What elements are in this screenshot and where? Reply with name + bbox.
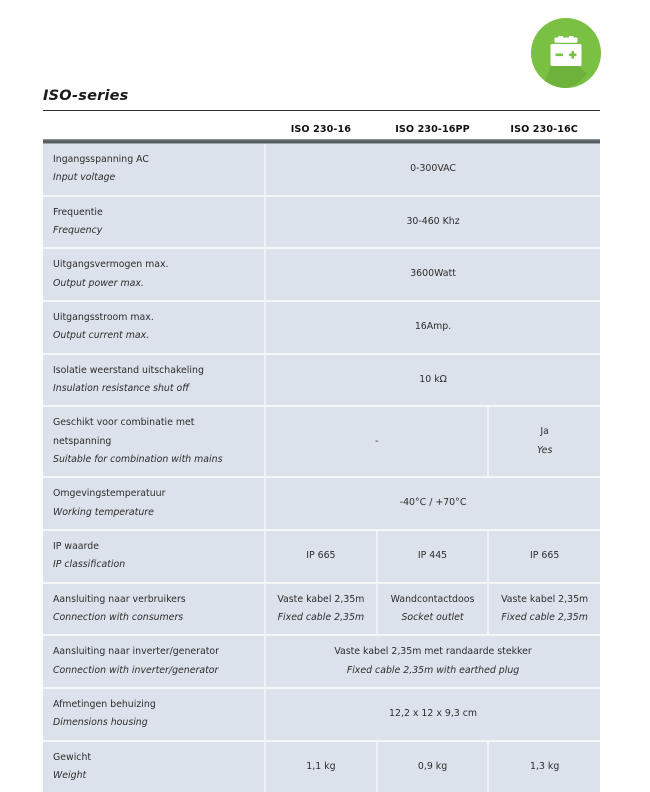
row-value-col-2	[377, 741, 489, 792]
table-row	[43, 688, 600, 741]
table-row	[43, 477, 600, 530]
column-header-iso-230-16c: ISO 230-16C	[488, 117, 600, 139]
row-value-merged	[265, 144, 600, 196]
row-label-nl: Ingangsspanning AC	[53, 154, 149, 165]
row-value-col-1	[265, 741, 377, 792]
row-value-merged	[265, 635, 600, 688]
table-row	[43, 354, 600, 407]
row-label-nl: Afmetingen behuizing	[53, 698, 156, 710]
table-row	[43, 583, 600, 636]
table-row	[43, 635, 600, 688]
row-label-en: Input voltage	[53, 172, 116, 184]
page-title: ISO-series	[43, 88, 129, 104]
row-label-nl: Isolatie weerstand uitschakeling	[53, 364, 204, 376]
row-label-en: IP classification	[53, 559, 126, 571]
table-row	[43, 530, 600, 583]
row-label-nl: Frequentie	[53, 206, 103, 218]
row-value-en: Yes	[536, 444, 553, 456]
row-value-col-3	[488, 530, 600, 583]
row-value-text: IP 665	[306, 550, 336, 562]
row-value-nl: Ja	[540, 426, 549, 438]
row-label	[43, 530, 265, 583]
car-battery-icon	[527, 14, 605, 92]
table-row	[43, 741, 600, 792]
row-label	[43, 583, 265, 636]
page-title-block	[43, 88, 600, 111]
row-label-en: Output current max.	[53, 330, 150, 342]
row-label	[43, 635, 265, 688]
row-value-text: IP 445	[417, 550, 448, 562]
row-label-en: Weight	[53, 769, 87, 781]
row-label	[43, 741, 265, 792]
table-row	[43, 248, 600, 301]
row-value-text: 3600Watt	[410, 268, 456, 280]
row-value-text: 12,2 x 12 x 9,3 cm	[389, 708, 478, 720]
column-header-iso-230-16: ISO 230-16	[265, 117, 377, 139]
row-label-nl: Geschikt voor combinatie met netspanning	[53, 417, 195, 447]
row-value-text: -40°C / +70°C	[399, 497, 467, 509]
row-value-col-1	[265, 583, 377, 636]
row-value-text: 16Amp.	[414, 321, 452, 333]
row-value-text: 1,3 kg	[530, 760, 560, 772]
row-label	[43, 354, 265, 407]
specification-table	[43, 117, 600, 792]
row-value-en: Fixed cable 2,35m with earthed plug	[346, 664, 520, 676]
row-value-col-2	[377, 530, 489, 583]
row-value-text: IP 665	[530, 550, 560, 562]
row-value-col-3	[488, 583, 600, 636]
table-header	[43, 117, 600, 144]
row-value-merged	[265, 301, 600, 354]
row-label-nl: Aansluiting naar verbruikers	[53, 593, 186, 605]
row-value-text: -	[375, 435, 379, 447]
row-value-col-1	[265, 530, 377, 583]
row-value-merged	[265, 196, 600, 249]
row-value-merged-two	[265, 406, 488, 477]
row-value-merged	[265, 477, 600, 530]
row-value-merged	[265, 248, 600, 301]
row-value-col-3	[488, 741, 600, 792]
row-label-en: Connection with inverter/generator	[53, 664, 219, 676]
row-label-nl: Gewicht	[53, 751, 92, 763]
row-label	[43, 144, 265, 196]
row-value-text: 10 kΩ	[419, 373, 447, 385]
row-value-col-2	[377, 583, 489, 636]
table-row	[43, 301, 600, 354]
row-label	[43, 406, 265, 477]
column-header-iso-230-16pp: ISO 230-16PP	[377, 117, 489, 139]
row-value-nl: Vaste kabel 2,35m	[277, 593, 365, 605]
row-value-en: Socket outlet	[401, 611, 464, 623]
row-label	[43, 688, 265, 741]
row-label-en: Working temperature	[53, 506, 154, 518]
row-label-nl: Aansluiting naar inverter/generator	[53, 646, 220, 658]
row-label-en: Output power max.	[53, 277, 144, 289]
row-label-en: Dimensions housing	[53, 717, 148, 729]
row-label-nl: Uitgangsstroom max.	[53, 311, 154, 323]
row-label-en: Suitable for combination with mains	[53, 453, 223, 465]
table-row	[43, 196, 600, 249]
row-value-text: 1,1 kg	[306, 760, 336, 772]
table-header-row	[43, 117, 600, 139]
row-value-en: Fixed cable 2,35m	[501, 611, 588, 623]
row-value-text: 30-460 Khz	[406, 215, 460, 227]
title-divider	[43, 110, 600, 111]
row-label-en: Insulation resistance shut off	[53, 382, 190, 394]
row-label-nl: Omgevingstemperatuur	[53, 488, 166, 500]
row-label-nl: IP waarde	[53, 540, 99, 552]
brand-logo	[527, 14, 605, 92]
row-value-last	[488, 406, 600, 477]
table-row	[43, 144, 600, 196]
row-value-merged	[265, 688, 600, 741]
column-header-label	[43, 117, 265, 139]
row-value-nl: Wandcontactdoos	[390, 593, 475, 605]
row-label	[43, 196, 265, 249]
row-label-nl: Uitgangsvermogen max.	[53, 259, 169, 271]
row-label-en: Frequency	[53, 224, 103, 236]
row-value-nl: Vaste kabel 2,35m met randaarde stekker	[334, 646, 532, 658]
row-label	[43, 477, 265, 530]
table-row	[43, 406, 600, 477]
row-value-text: 0-300VAC	[410, 163, 456, 175]
table-body	[43, 144, 600, 792]
row-value-merged	[265, 354, 600, 407]
row-label-en: Connection with consumers	[53, 611, 184, 623]
row-label	[43, 301, 265, 354]
row-value-en: Fixed cable 2,35m	[277, 611, 365, 623]
row-value-text: 0,9 kg	[417, 760, 448, 772]
row-value-nl: Vaste kabel 2,35m	[501, 593, 589, 605]
row-label	[43, 248, 265, 301]
